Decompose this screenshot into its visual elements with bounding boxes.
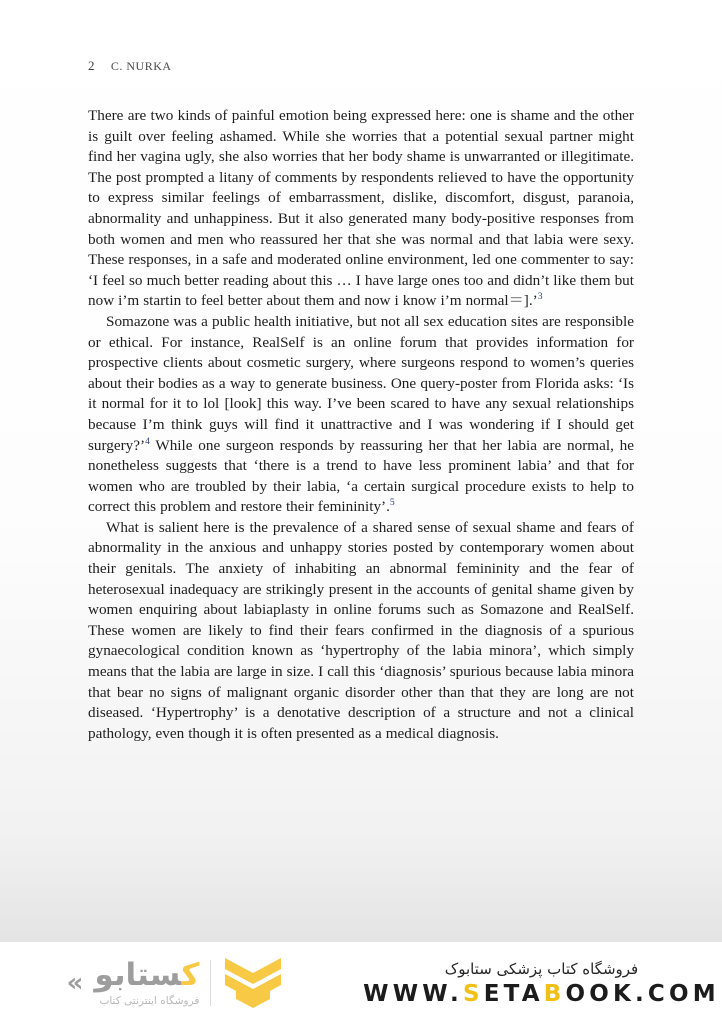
brand-wordmark-main: ستابو	[94, 957, 182, 994]
paragraph-2-segment-1: Somazone was a public health initiative, but not all sex education sites are responsible or ethical. For instance, RealSelf is an online forum that provides information for prospective clients about cosmetic surgery, where surgeons respond to women’s queries about their bodies as a way to generate business. One query-poster from Florida asks: ‘Is it normal for it to lol [look] this way. I’ve been scared to have any sexual relationships because I’m think guys will find it unattractive and I was wondering if I should get surgery?’	[88, 312, 634, 454]
running-head-title: C. NURKA	[110, 59, 172, 73]
page-content-column	[88, 58, 634, 744]
paragraph-3	[88, 518, 634, 745]
footer-banner	[0, 942, 722, 1024]
paragraph-3-text: What is salient here is the prevalence of a shared sense of sexual shame and fears of abnormality in the anxious and unhappy stories posted by contemporary women about their genitals. The anxiety of inhabiting an abnormal femininity and the fear of heterosexual inadequacy are strikingly present in the accounts of genital shame given by women enquiring about labiaplasty in online forums such as Somazone and RealSelf. These women are likely to find their fears confirmed in the diagnosis of a spurious gynaecological condition known as ‘hypertrophy of the labia minora’, which simply means that the labia are large in size. I call this ‘diagnosis’ spurious because labia minora that bear no signs of malignant organic disorder other than that they are long are not diseased. ‘Hypertrophy’ is a denotative description of a structure and not a clinical pathology, even though it is often presented as a medical diagnosis.	[88, 518, 634, 742]
paragraph-2-segment-2: While one surgeon responds by reassuring her that her labia are normal, he nonetheless suggests that ‘there is a trend to have less prominent labia’ and that for women who are troubled by their labia, ‘a certain surgical procedure exists to help to correct this problem and restore their femininity’.	[88, 436, 634, 516]
footnote-marker-4[interactable]: 4	[145, 435, 150, 447]
url-part-2: ETA	[483, 980, 544, 1007]
running-head	[88, 58, 634, 74]
triple-chevron-down-icon	[222, 956, 284, 1010]
footnote-marker-3[interactable]: 3	[537, 291, 543, 303]
url-accent-b: B	[543, 980, 566, 1007]
footer-tagline-fa: فروشگاه کتاب پزشکی ستابوک	[444, 959, 639, 978]
footer-website-url[interactable]	[363, 981, 720, 1007]
paragraph-2	[88, 312, 634, 518]
brand-divider	[210, 960, 211, 1006]
page-number: 2	[88, 58, 95, 73]
url-part-3: OOK.COM	[565, 980, 720, 1007]
brand-tagline: فروشگاه اینترنتی کتاب	[99, 995, 200, 1008]
url-part-1: WWW.	[363, 980, 463, 1007]
paragraph-1	[88, 106, 634, 312]
footer-brand-area	[0, 942, 361, 1024]
brand-wordmark	[94, 959, 199, 992]
paragraph-1-text: There are two kinds of painful emotion being expressed here: one is shame and the other is guilt over feeling ashamed. While she worries that a potential sexual partner might find her vagina ugly, she also worries that her body shame is unwarranted or illegitimate. The post prompted a litany of comments by respondents relieved to have the opportunity to express similar feelings of embarrassment, dislike, discomfort, disgust, paranoia, abnormality and unhappiness. But it also generated many body-positive responses from both women and men who reassured her that she was normal and that labia were sexy. These responses, in a safe and moderated online environment, led one commenter to say: ‘I feel so much better reading about this … I have large ones too and didn’t like them but now i’m startin to feel better about them and now i know i’m normal＝].’	[88, 107, 634, 310]
double-chevron-left-icon: «	[66, 968, 84, 998]
footer-site-area	[361, 942, 722, 1024]
brand-wordmark-accent: ک	[181, 957, 200, 994]
brand-wordmark-wrap	[94, 959, 199, 1006]
footnote-marker-5[interactable]: 5	[389, 497, 395, 509]
url-accent-s: S	[462, 980, 484, 1007]
brand-logo[interactable]	[65, 956, 285, 1010]
body-text	[88, 106, 634, 744]
